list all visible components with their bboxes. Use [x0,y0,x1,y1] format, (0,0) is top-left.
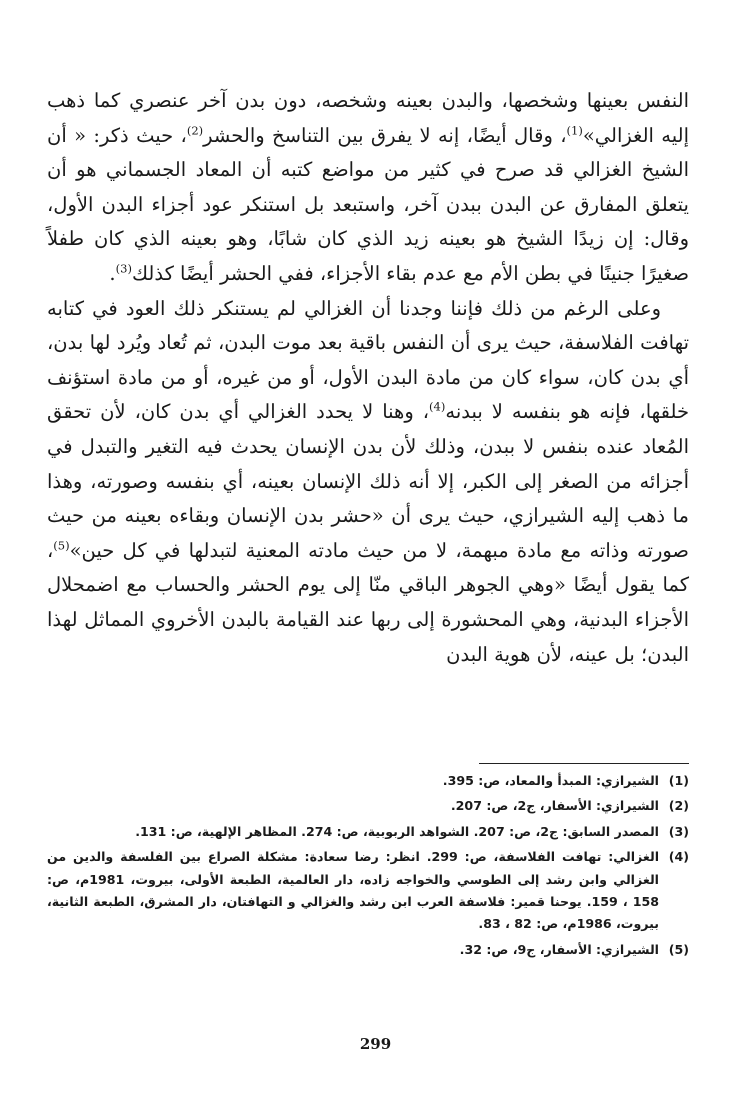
footnote-ref[interactable]: (3) [115,261,132,276]
footnote-number: (3) [668,823,689,839]
footnote-number: (1) [668,773,689,788]
paragraph-text: ، وقال أيضًا، إنه لا يفرق بين التناسخ والحشر [203,123,567,147]
footnote-ref[interactable]: (2) [186,123,204,138]
paragraph-text: . [109,261,116,285]
paragraph-text: وعلى الرغم من ذلك فإننا وجدنا أن الغزالي لم يستنكر ذلك العود في كتابه تهافت الفلاسفة، حيث يرى أن النفس باقية بعد موت البدن، ثم تُعاد ويُرد لها بدن، أي بدن كان، سواء كان من مادة البدن الأول، أو من غيره، أو من مادة استؤنف خلقها، فإنه هو بنفسه لا ببدنه [47,296,689,424]
footnote-number: (2) [668,798,689,814]
footnote-ref[interactable]: (1) [566,123,583,138]
footnote-number: (5) [668,941,689,957]
paragraph-text: النفس بعينها وشخصها، والبدن بعينه وشخصه، دون بدن آخر عنصري كما ذهب إليه الغزالي» [47,89,689,147]
footnote-item [47,770,689,792]
footnote-text: الشيرازي: الأسفار، ج2، ص: 207. [450,798,659,814]
footnote-item [47,795,689,817]
footnotes [47,770,689,964]
footnote-text: الشيرازي: الأسفار، ج9، ص: 32. [459,941,659,957]
footnote-ref[interactable]: (4) [429,399,446,414]
footnote-text: المصدر السابق: ج2، ص: 207. الشواهد الربوبية، ص: 274. المظاهر الإلهية، ص: 131. [135,823,659,839]
footnote-separator [479,763,689,764]
footnote-text: الغزالي: تهافت الفلاسفة، ص: 299. انظر: رضا سعادة: مشكلة الصراع بين الفلسفة والدين من الغزالي وابن رشد إلى الطوسي والخواجه زاده، دار العالمية، الطبعة الأولى، بيروت، 1981م، ص: 158 ، 159. يوحنا قمير: فلاسفة العرب ابن رشد والغزالي و التهافتان، دار المشرق، الطبعة الثانية، بيروت، 1986م، ص: 82 ، 83. [47,849,660,932]
paragraph-1 [47,84,689,292]
footnote-text: الشيرازي: المبدأ والمعاد، ص: 395. [442,773,659,788]
main-text [47,84,689,672]
paragraph-text: ، وهنا لا يحدد الغزالي أي بدن كان، لأن تحقق المُعاد عنده بنفس لا ببدن، وذلك لأن بدن الإنسان يحدث فيه التغير والتبدل في أجزائه من الصغر إلى الكبر، إلا أنه ذلك الإنسان بعينه، أي بنفسه وصورته، وهذا ما ذهب إليه الشيرازي، حيث يرى أن «حشر بدن الإنسان وبقاءه بعينه من حيث صورته وذاته مع مادة مبهمة، لا من حيث مادته المعنية لتبدلها في كل حين» [47,400,689,562]
footnote-item [47,846,689,936]
footnote-item [47,939,689,961]
paragraph-text: ، كما يقول أيضًا «وهي الجوهر الباقي منّا إلى يوم الحشر والحساب مع اضمحلال الأجزاء البدنية، وهي المحشورة إلى ربها عند القيامة بالبدن الأخروي المماثل لهذا البدن؛ بل عينه، لأن هوية البدن [47,538,689,666]
page-number: 299 [359,1035,392,1053]
paragraph-text: ، حيث ذكر: « أن الشيخ الغزالي قد صرح في كثير من مواضع كتبه أن المعاد الجسماني هو أن يتعلق المفارق عن البدن ببدن آخر، واستبعد بل استنكر عود أجزاء البدن الأول، وقال: إن زيدًا الشيخ هو بعينه زيد الذي كان شابًا، وهو بعينه الذي كان طفلاً صغيرًا جنينًا في بطن الأم مع عدم بقاء الأجزاء، ففي الحشر أيضًا كذلك [47,123,689,285]
footnote-item [47,821,689,843]
footnote-number: (4) [668,849,689,865]
paragraph-2 [47,292,689,673]
footnote-ref[interactable]: (5) [53,538,70,553]
